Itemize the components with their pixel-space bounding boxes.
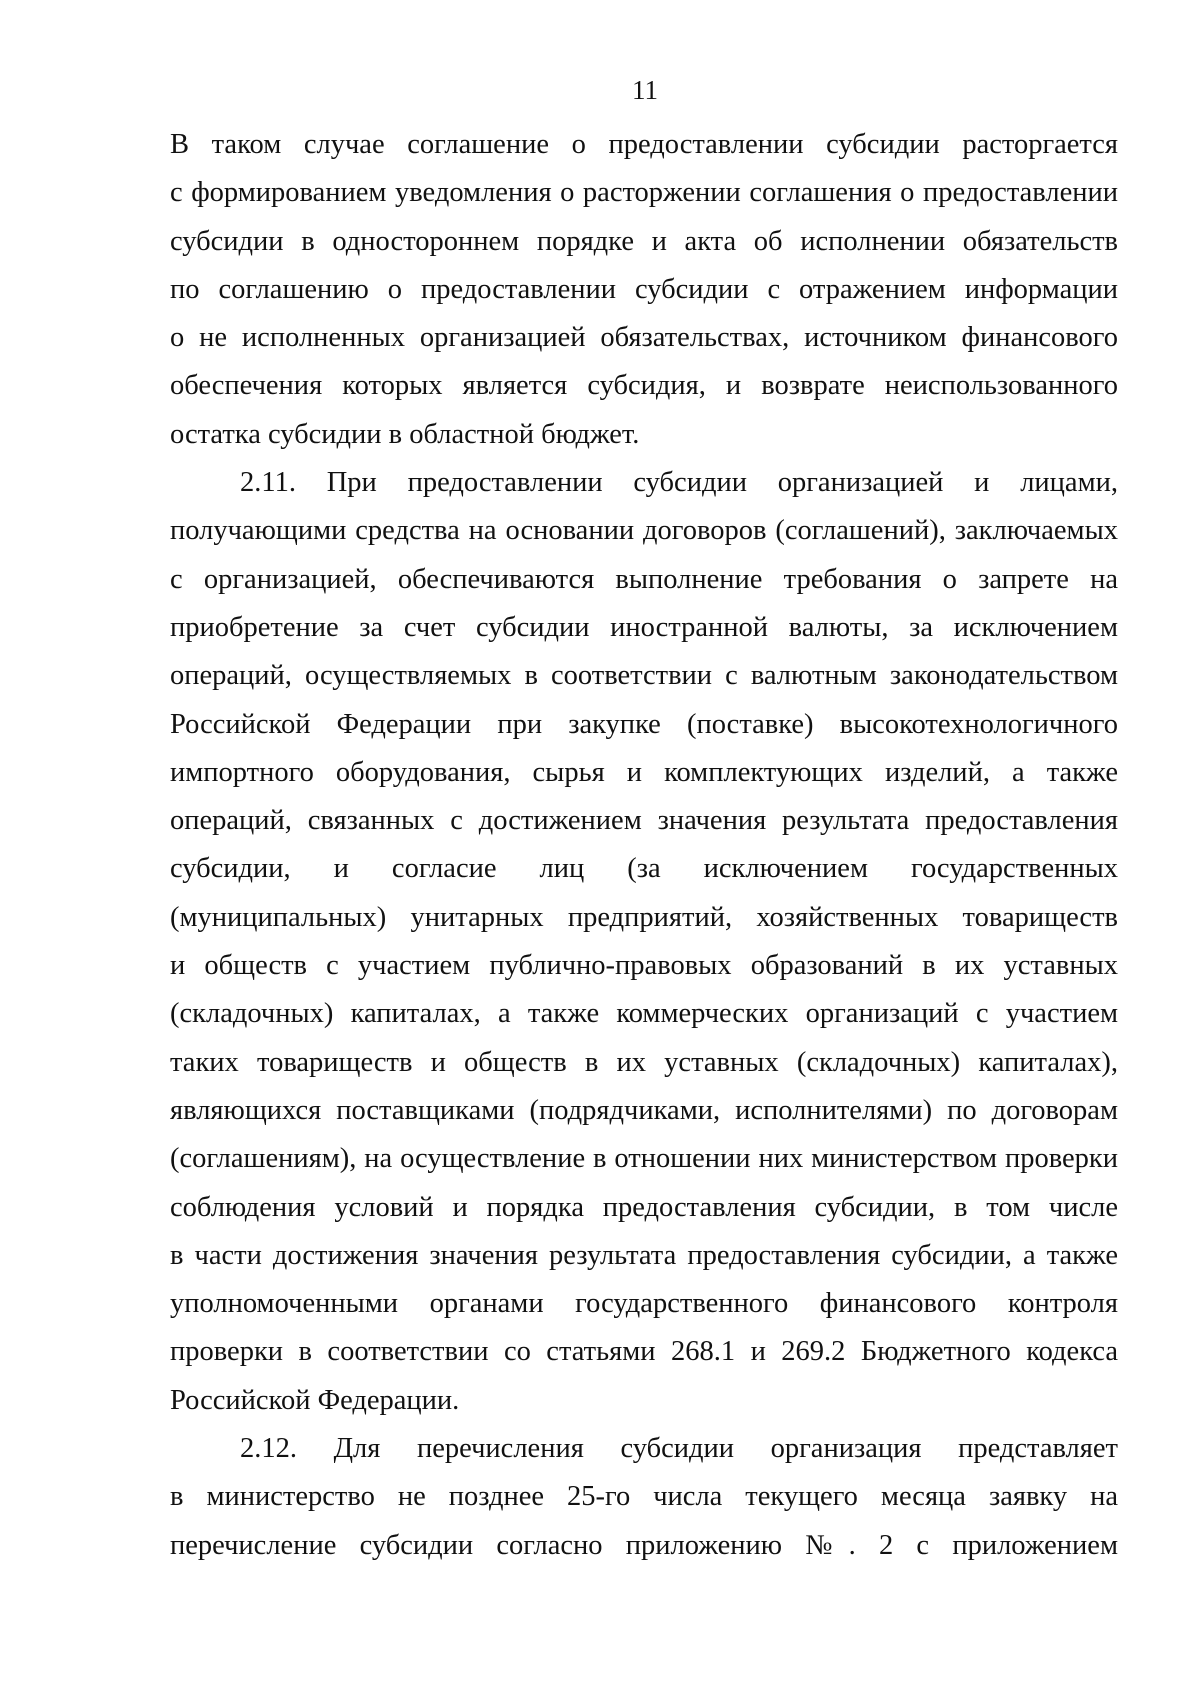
paragraph-2-11: [170, 459, 1118, 1425]
text-line: (складочных) капиталах, а также коммерческих организаций с участием: [170, 998, 1118, 1030]
text-line: и обществ с участием публично-правовых образований в их уставных: [170, 950, 1118, 982]
text-line: Российской Федерации.: [170, 1384, 460, 1416]
text-line: (соглашениям), на осуществление в отношении них министерством проверки: [170, 1143, 1118, 1175]
text-line: с формированием уведомления о расторжении соглашения о предоставлении: [170, 177, 1118, 209]
text-line: являющихся поставщиками (подрядчиками, исполнителями) по договорам: [170, 1094, 1118, 1126]
text-line: В таком случае соглашение о предоставлении субсидии расторгается: [170, 129, 1118, 160]
text-line: приобретение за счет субсидии иностранной валюты, за исключением: [170, 611, 1118, 643]
text-line: обеспечения которых является субсидия, и возврате неиспользованного: [170, 370, 1118, 402]
paragraph-2-12: [170, 1425, 1118, 1570]
text-line: проверки в соответствии со статьями 268.1 и 269.2 Бюджетного кодекса: [170, 1336, 1118, 1368]
text-line: субсидии в одностороннем порядке и акта об исполнении обязательств: [170, 225, 1118, 257]
text-line: импортного оборудования, сырья и комплектующих изделий, а также: [170, 756, 1118, 788]
text-line: уполномоченными органами государственного финансового контроля: [170, 1288, 1118, 1320]
text-line: с организацией, обеспечиваются выполнение требования о запрете на: [170, 563, 1118, 595]
text-line: в министерство не позднее 25-го числа текущего месяца заявку на: [170, 1481, 1118, 1513]
text-line: операций, осуществляемых в соответствии с валютным законодательством: [170, 660, 1118, 692]
text-line: Российской Федерации при закупке (поставке) высокотехнологичного: [170, 708, 1118, 740]
text-line: 2.11. При предоставлении субсидии организацией и лицами,: [240, 467, 1118, 499]
document-body: [170, 121, 1118, 1570]
page-number: 11: [632, 75, 658, 105]
text-line: получающими средства на основании договоров (соглашений), заключаемых: [170, 515, 1118, 547]
text-line: 2.12. Для перечисления субсидии организация представляет: [240, 1433, 1118, 1465]
text-line: остатка субсидии в областной бюджет.: [170, 418, 640, 450]
text-line: таких товариществ и обществ в их уставных (складочных) капиталах),: [170, 1046, 1118, 1078]
text-line: в части достижения значения результата предоставления субсидии, а также: [170, 1239, 1118, 1271]
text-line: перечисление субсидии согласно приложению №. 2 с приложением: [170, 1529, 1118, 1561]
text-line: по соглашению о предоставлении субсидии с отражением информации: [170, 273, 1118, 305]
text-line: о не исполненных организацией обязательствах, источником финансового: [170, 322, 1118, 354]
paragraph-continuation: [170, 121, 1118, 459]
text-line: операций, связанных с достижением значения результата предоставления: [170, 805, 1118, 837]
text-line: соблюдения условий и порядка предоставления субсидии, в том числе: [170, 1191, 1118, 1223]
text-line: субсидии, и согласие лиц (за исключением государственных: [170, 853, 1118, 885]
text-line: (муниципальных) унитарных предприятий, хозяйственных товариществ: [170, 901, 1118, 933]
